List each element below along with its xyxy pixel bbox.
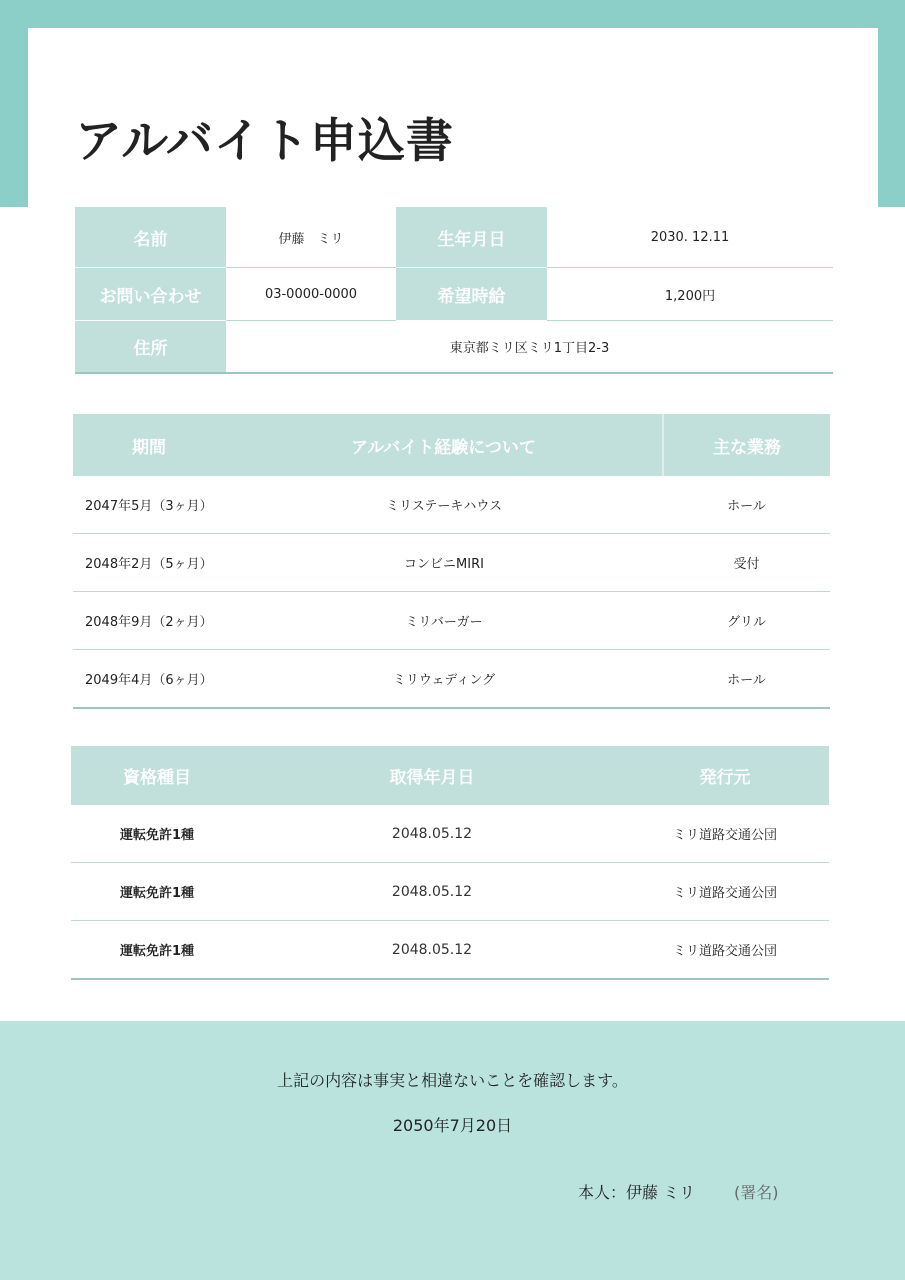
experience-period: 2048年9月（2ヶ月）: [73, 592, 225, 650]
contact-value: 03-0000-0000: [226, 268, 396, 321]
certification-date: 2048.05.12: [243, 921, 621, 980]
certification-header-name: 資格種目: [71, 746, 243, 805]
experience-duty: ホール: [663, 650, 830, 709]
experience-duty: グリル: [663, 592, 830, 650]
applicant-name: 本人：伊藤 ミリ: [578, 1183, 696, 1202]
experience-header-period: 期間: [73, 414, 225, 476]
experience-place: ミリバーガー: [225, 592, 663, 650]
table-row: [73, 650, 830, 709]
wage-label: 希望時給: [396, 268, 547, 321]
table-row: [71, 921, 829, 980]
footer-section: [0, 1021, 905, 1280]
personal-row-1: [75, 207, 833, 268]
page-title: アルバイト申込書: [75, 114, 454, 169]
experience-header-place: アルバイト経験について: [225, 414, 663, 476]
signature-field: (署名): [734, 1183, 779, 1202]
footer-date: 2050年7月20日: [392, 1116, 513, 1135]
experience-period: 2049年4月（6ヶ月）: [73, 650, 225, 709]
certification-name: 運転免許1種: [71, 805, 243, 863]
table-row: [71, 805, 829, 863]
experience-table: [73, 414, 830, 709]
contact-label: お問い合わせ: [75, 268, 226, 321]
table-row: [73, 476, 830, 534]
birth-label: 生年月日: [396, 207, 547, 268]
certification-issuer: ミリ道路交通公団: [621, 863, 829, 921]
experience-header: [73, 414, 830, 476]
personal-row-3: [75, 321, 833, 374]
personal-info-table: [75, 207, 833, 374]
certification-header-date: 取得年月日: [243, 746, 621, 805]
address-value: 東京都ミリ区ミリ1丁目2-3: [226, 321, 833, 374]
experience-period: 2048年2月（5ヶ月）: [73, 534, 225, 592]
experience-place: ミリステーキハウス: [225, 476, 663, 534]
certification-header: [71, 746, 829, 805]
name-label: 名前: [75, 207, 226, 268]
birth-value: 2030. 12.11: [547, 207, 833, 268]
name-value: 伊藤 ミリ: [226, 207, 396, 268]
personal-row-2: [75, 268, 833, 321]
experience-header-duty: 主な業務: [663, 414, 830, 476]
experience-period: 2047年5月（3ヶ月）: [73, 476, 225, 534]
certification-date: 2048.05.12: [243, 805, 621, 863]
certification-date: 2048.05.12: [243, 863, 621, 921]
table-row: [71, 863, 829, 921]
experience-place: コンビニMIRI: [225, 534, 663, 592]
table-row: [73, 534, 830, 592]
certification-name: 運転免許1種: [71, 921, 243, 980]
certification-issuer: ミリ道路交通公団: [621, 805, 829, 863]
wage-value: 1,200円: [547, 268, 833, 321]
certification-issuer: ミリ道路交通公団: [621, 921, 829, 980]
table-row: [73, 592, 830, 650]
certification-name: 運転免許1種: [71, 863, 243, 921]
certification-header-issuer: 発行元: [621, 746, 829, 805]
certification-table: [71, 746, 829, 980]
address-label: 住所: [75, 321, 226, 374]
experience-duty: ホール: [663, 476, 830, 534]
experience-place: ミリウェディング: [225, 650, 663, 709]
confirmation-text: 上記の内容は事実と相違ないことを確認します。: [277, 1071, 628, 1090]
experience-duty: 受付: [663, 534, 830, 592]
